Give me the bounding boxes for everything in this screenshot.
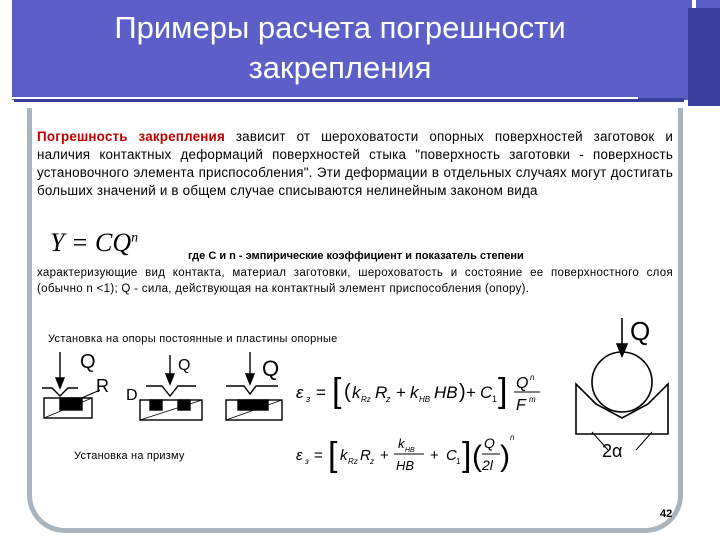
f2-den: 2l: [482, 457, 493, 473]
f2-paren-l: (: [472, 440, 482, 473]
caption-prism: Установка на призму: [74, 450, 185, 462]
f1-krz: k: [352, 383, 361, 402]
page-number: 42: [660, 508, 673, 520]
f1-plus1: +: [396, 383, 406, 402]
f2-c1: C: [446, 447, 457, 464]
f2-exp: n: [510, 433, 515, 442]
slide-title: Примеры расчета погрешности закрепления: [114, 10, 566, 85]
label-q1: Q: [80, 351, 96, 373]
f2-bracket-l: [: [328, 436, 338, 474]
f2-lhs-sub: з: [305, 457, 309, 466]
f2-khb: k: [398, 436, 405, 451]
main-formula-exp: n: [131, 230, 139, 246]
f2-bracket-r: ]: [462, 436, 472, 474]
f2-plus1: +: [380, 447, 389, 464]
f2-rz-sub: z: [370, 457, 374, 466]
f1-plus2: +: [466, 383, 476, 402]
f2-q: Q: [484, 435, 495, 451]
f1-f: F: [516, 397, 526, 414]
prism-diagram: [576, 318, 668, 450]
f1-khb-sub: HB: [419, 395, 431, 404]
f1-c1-sub: 1: [492, 394, 498, 404]
f2-paren-r: ): [500, 440, 510, 473]
f2-krz-sub: Rz: [348, 457, 358, 466]
label-r: R: [96, 376, 109, 396]
label-q2: Q: [178, 357, 191, 374]
f1-eq: =: [316, 383, 326, 402]
f1-lhs-sub: з: [306, 394, 311, 404]
f1-krz-sub: Rz: [361, 395, 371, 404]
f2-hb: HB: [396, 458, 415, 473]
f1-f-exp: m: [529, 395, 536, 404]
label-angle: 2α: [602, 441, 623, 461]
where-text: где С и n - эмпирические коэффициент и показатель степени: [188, 250, 524, 262]
f2-plus2: +: [430, 447, 439, 464]
label-d: D: [126, 387, 138, 404]
f1-paren-r: ): [459, 381, 466, 403]
f1-hb: HB: [434, 383, 458, 402]
label-q-prism: Q: [630, 316, 651, 346]
f1-khb: k: [410, 383, 419, 402]
f1-c1: C: [480, 383, 493, 402]
f2-krz: k: [340, 447, 348, 464]
caption-supports: Установка на опоры постоянные и пластины опорные: [48, 333, 338, 345]
f1-q: Q: [516, 375, 529, 392]
f2-rz: R: [360, 447, 371, 464]
f1-bracket-r: ]: [498, 372, 508, 410]
formula-2: [296, 433, 515, 474]
f1-q-exp: n: [530, 373, 535, 382]
f1-paren-l: (: [344, 381, 351, 403]
f2-khb-sub: HB: [405, 447, 415, 454]
f2-c1-sub: 1: [456, 457, 461, 466]
f1-rz: R: [375, 383, 388, 402]
label-q3: Q: [262, 356, 280, 381]
term-highlight: Погрешность закрепления: [37, 129, 225, 144]
f1-lhs: ε: [296, 383, 304, 402]
f1-rz-sub: z: [386, 394, 391, 404]
support-diagram-2: [140, 355, 202, 420]
main-formula-body: Y = CQ: [50, 228, 132, 257]
intro-text: зависит от шероховатости опорных поверхностей заготовок и наличия контактных деформаций поверхностей стыка "поверхность заготовки - поверхность установочного элемента приспособления". Эти деформации в отдельных случаях могут достигать больших значений и в общем случае списываются нелинейным законом вида: [37, 129, 673, 198]
formula-1: [296, 372, 540, 414]
f2-eq: =: [314, 447, 323, 464]
f2-lhs: ε: [296, 447, 303, 464]
explanation-paragraph: характеризующие вид контакта, материал заготовки, шероховатость и состояние ее поверхностного слоя (обычно n <1); Q - сила, действующая на контактный элемент приспособления (опору).: [37, 267, 673, 295]
f1-bracket-l: [: [332, 372, 342, 410]
